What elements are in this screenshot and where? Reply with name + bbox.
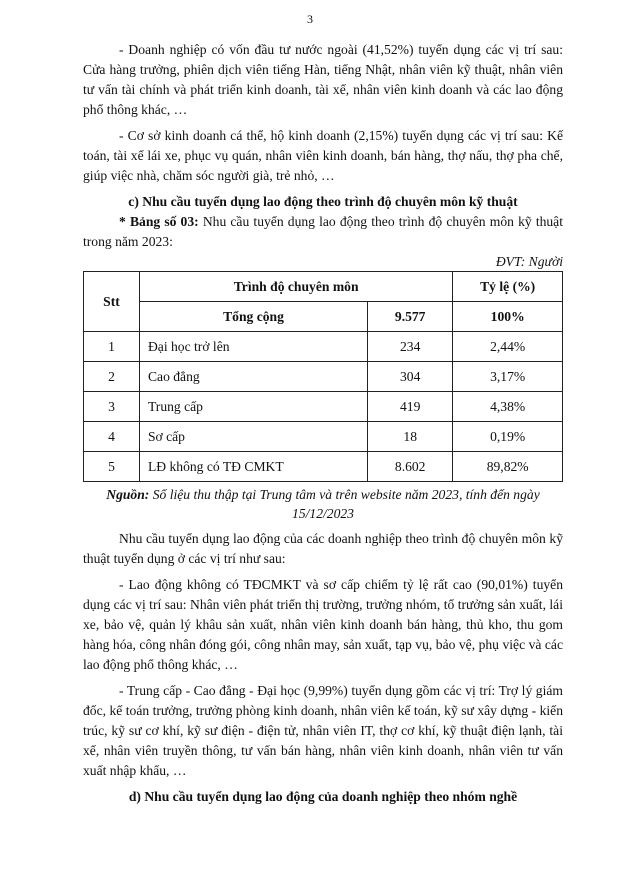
row-stt: 5 [84,452,140,482]
table-row [84,332,563,362]
row-stt: 4 [84,422,140,452]
row-level: Sơ cấp [139,422,367,452]
paragraph-skilled: - Trung cấp - Cao đẳng - Đại học (9,99%) tuyển dụng gồm các vị trí: Trợ lý giám đốc, kế toán trưởng, trưởng phòng kinh doanh, nhân viên kế toán, kỹ sư xây dựng - kiến trúc, kỹ sư cơ khí, kỹ sư điện - điện tử, nhân viên IT, thợ cơ khí, kỹ thuật điện lạnh, tài xế, nhân viên truyền thông, tư vấn bán hàng, nhân viên kinh doanh, nhân viên tư vấn xuất nhập khẩu, … [83,683,563,778]
row-value: 234 [368,332,453,362]
source-note [83,485,563,523]
header-ratio: Tỷ lệ (%) [453,272,563,302]
row-ratio: 2,44% [453,332,563,362]
unit-label: ĐVT: Người [495,254,563,269]
row-value: 419 [368,392,453,422]
source-label: Nguồn: [106,487,150,502]
page-number: 3 [307,12,313,26]
paragraph-fdi: - Doanh nghiệp có vốn đầu tư nước ngoài (41,52%) tuyển dụng các vị trí sau: Cửa hàng trưởng, phiên dịch viên tiếng Hàn, tiếng Nhật, nhân viên kỹ thuật, nhân viên tư vấn tài chính và phát triển kinh doanh, tài xế, nhân viên kinh doanh và các lao động phổ thông khác, … [83,42,563,117]
row-stt: 3 [84,392,140,422]
table-row [84,452,563,482]
table-row [84,392,563,422]
header-stt: Stt [84,272,140,332]
section-d-heading: d) Nhu cầu tuyển dụng lao động của doanh nghiệp theo nhóm nghề [128,789,518,804]
total-ratio: 100% [453,302,563,332]
paragraph-unskilled: - Lao động không có TĐCMKT và sơ cấp chiếm tỷ lệ rất cao (90,01%) tuyển dụng các vị trí sau: Nhân viên phát triển thị trường, trưởng nhóm, tổ trưởng sản xuất, lái xe, bảo vệ, quản lý khâu sản xuất, nhân viên kinh doanh bán hàng, thủ kho, thu gom hàng hóa, công nhân đóng gói, công nhân may, sản xuất, tạp vụ, bảo vệ, phụ việc và các lao động phổ thông khác, … [83,577,563,672]
table-total-row [84,302,563,332]
source-text: Số liệu thu thập tại Trung tâm và trên website năm 2023, tính đến ngày 15/12/2023 [149,487,540,521]
row-level: Trung cấp [139,392,367,422]
document-body [83,40,563,807]
row-ratio: 89,82% [453,452,563,482]
row-level: Đại học trở lên [139,332,367,362]
total-label: Tổng cộng [139,302,367,332]
row-ratio: 4,38% [453,392,563,422]
row-ratio: 3,17% [453,362,563,392]
row-stt: 1 [84,332,140,362]
total-value: 9.577 [368,302,453,332]
table-caption-text: Nhu cầu tuyển dụng lao động theo trình độ chuyên môn kỹ thuật trong năm 2023: [83,214,563,249]
table-header-row [84,272,563,302]
row-value: 304 [368,362,453,392]
row-level: Cao đẳng [139,362,367,392]
row-stt: 2 [84,362,140,392]
table-caption [83,212,563,252]
table-row [84,422,563,452]
section-c-heading: c) Nhu cầu tuyển dụng lao động theo trình độ chuyên môn kỹ thuật [128,194,518,209]
row-ratio: 0,19% [453,422,563,452]
table-caption-label: * Bảng số 03: [119,214,199,229]
paragraph-intro: Nhu cầu tuyển dụng lao động của các doanh nghiệp theo trình độ chuyên môn kỹ thuật tuyển dụng ở các vị trí như sau: [83,531,563,566]
header-level: Trình độ chuyên môn [139,272,452,302]
row-level: LĐ không có TĐ CMKT [139,452,367,482]
table-row [84,362,563,392]
paragraph-household-business: - Cơ sở kinh doanh cá thể, hộ kinh doanh (2,15%) tuyển dụng các vị trí sau: Kế toán, tài xế lái xe, phục vụ quán, nhân viên kinh doanh, bán hàng, thợ nấu, thợ pha chế, giúp việc nhà, chăm sóc người già, trẻ nhỏ, … [83,128,563,183]
row-value: 18 [368,422,453,452]
row-value: 8.602 [368,452,453,482]
qualification-table [83,271,563,482]
